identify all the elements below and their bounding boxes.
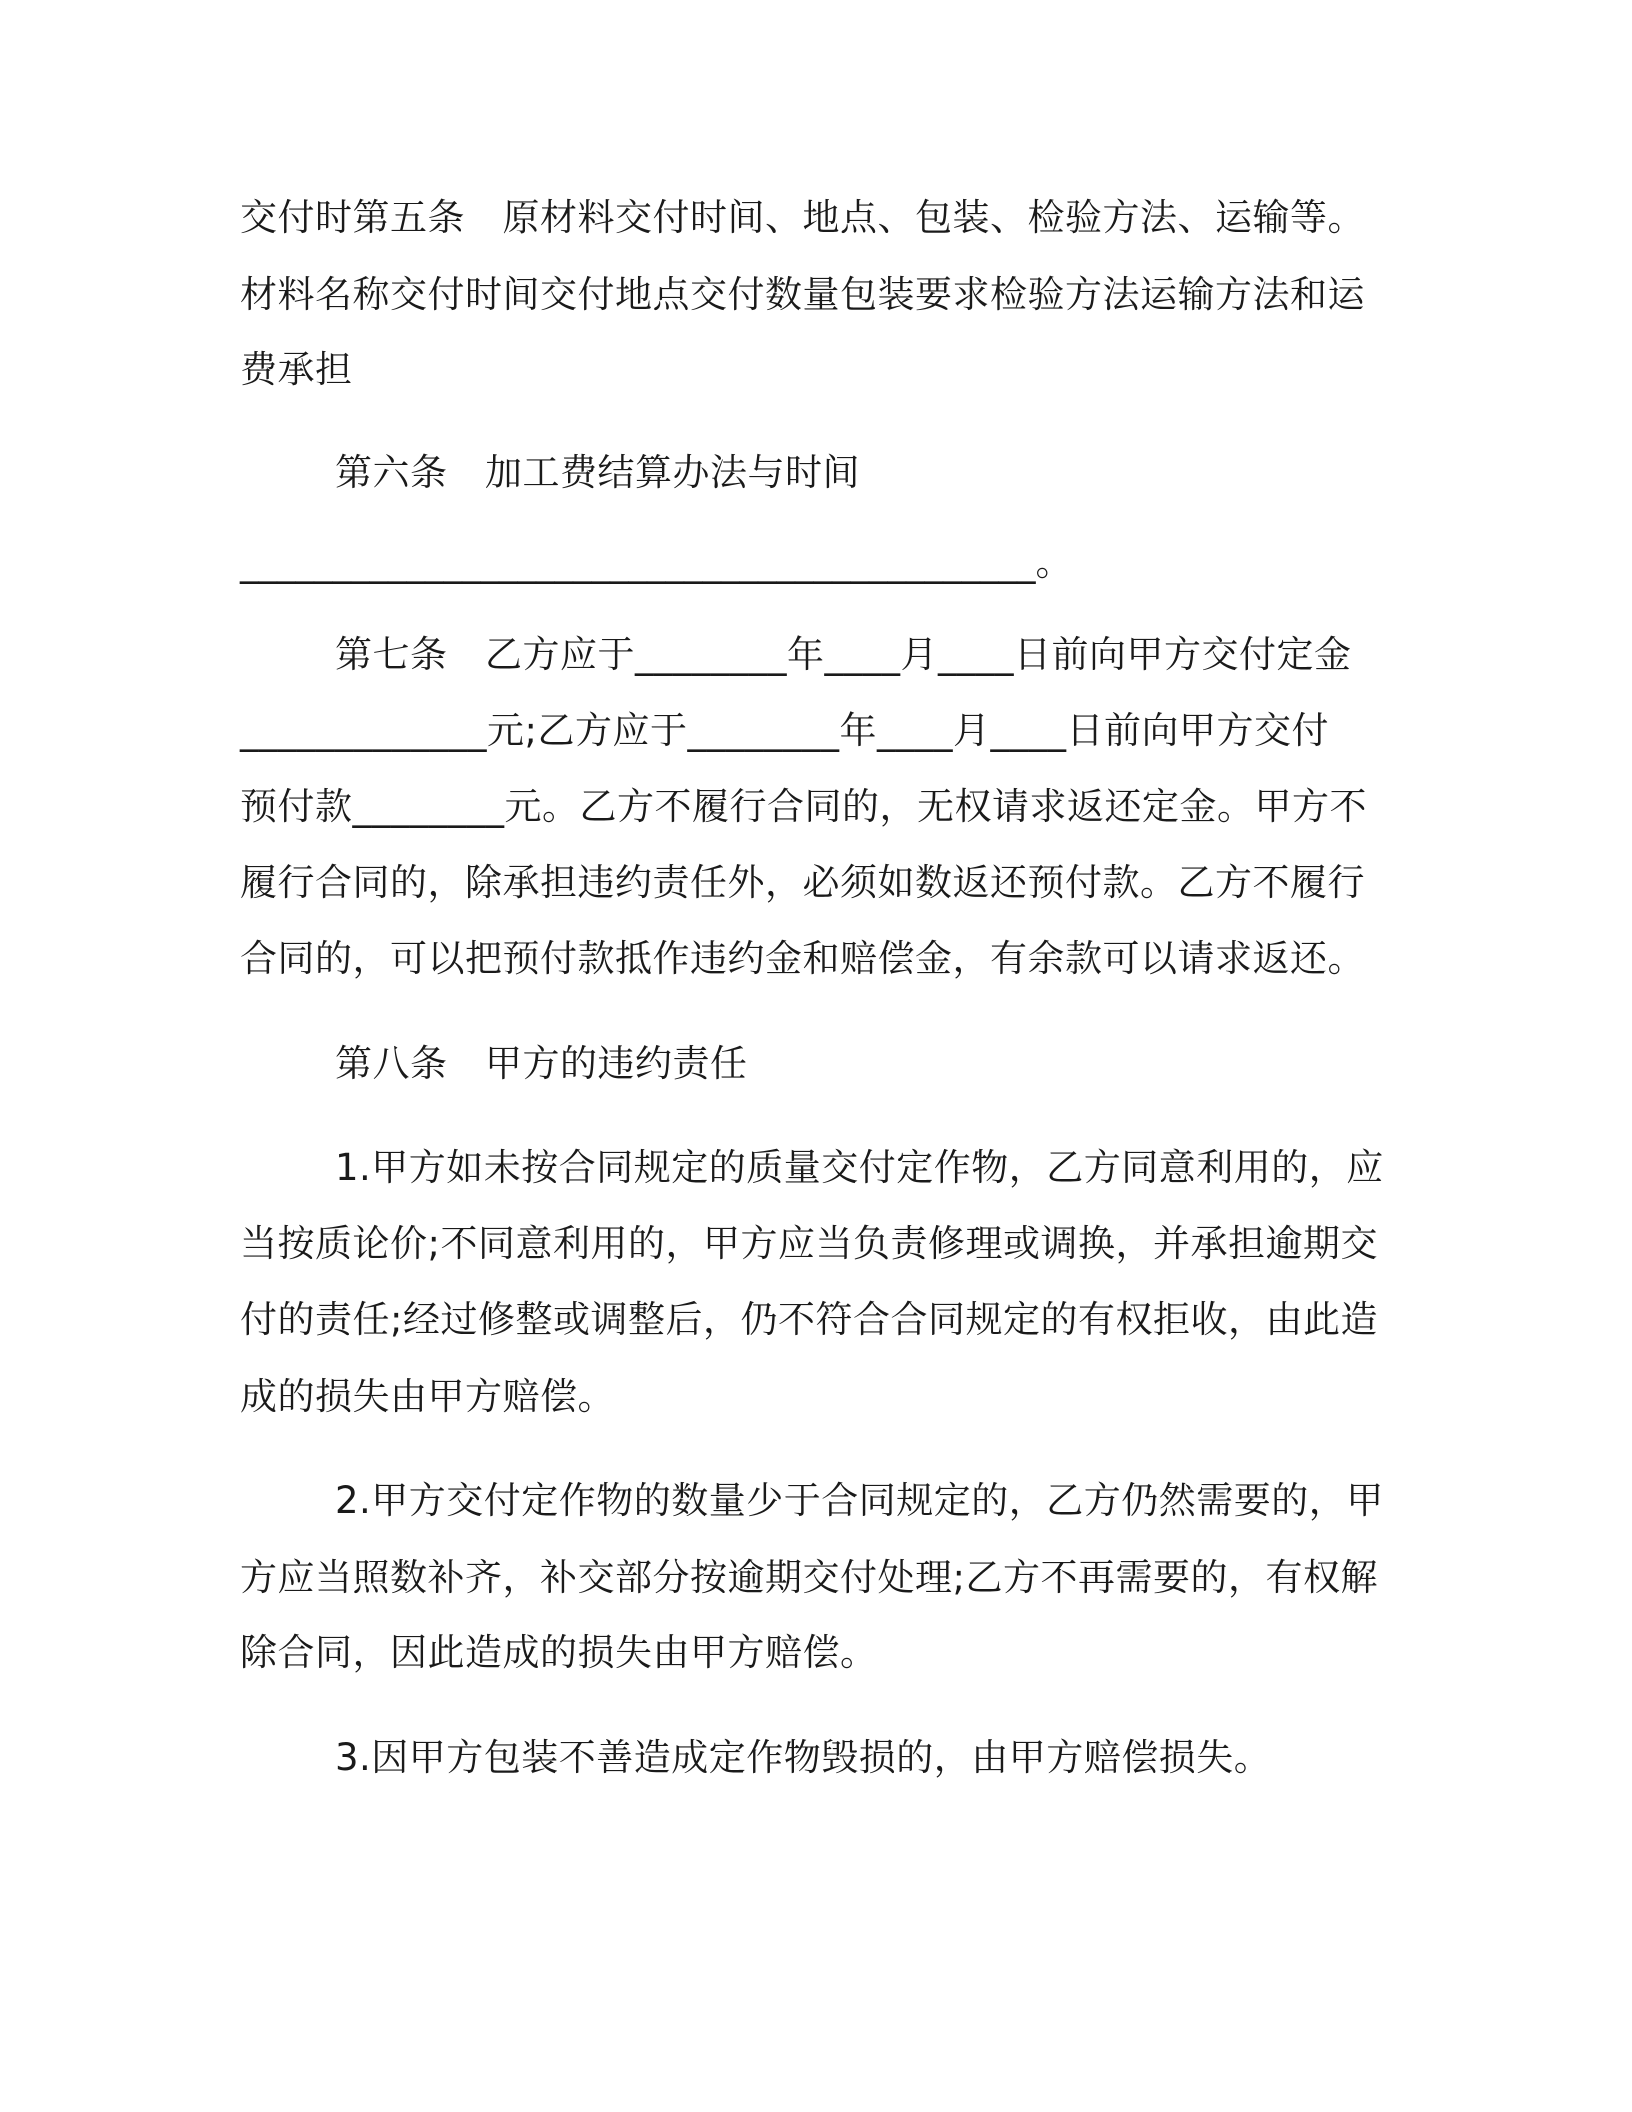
clause-1-line-4: 成的损失由甲方赔偿。 [240, 1375, 615, 1418]
clause-1-line-1: 1.甲方如未按合同规定的质量交付定作物，乙方同意利用的，应 [335, 1146, 1384, 1189]
article-6-heading: 第六条 加工费结算办法与时间 [335, 451, 860, 494]
article-7-line-3: 预付款________元。乙方不履行合同的，无权请求返还定金。甲方不 [240, 785, 1367, 828]
clause-1-line-2: 当按质论价;不同意利用的，甲方应当负责修理或调换，并承担逾期交 [240, 1222, 1378, 1265]
clause-1-line-3: 付的责任;经过修整或调整后，仍不符合合同规定的有权拒收，由此造 [240, 1298, 1378, 1341]
article-7-line-2: _____________元;乙方应于________年____月____日前向甲方交付 [240, 709, 1329, 752]
article-5-line-3: 费承担 [240, 348, 353, 391]
clause-2-line-3: 除合同，因此造成的损失由甲方赔偿。 [240, 1631, 878, 1674]
clause-2-line-2: 方应当照数补齐，补交部分按逾期交付处理;乙方不再需要的，有权解 [240, 1556, 1378, 1599]
article-7-line-5: 合同的，可以把预付款抵作违约金和赔偿金，有余款可以请求返还。 [240, 937, 1365, 980]
article-5-line-2: 材料名称交付时间交付地点交付数量包装要求检验方法运输方法和运 [240, 273, 1365, 316]
clause-2-line-1: 2.甲方交付定作物的数量少于合同规定的，乙方仍然需要的，甲 [335, 1479, 1384, 1522]
article-5-line-1: 交付时第五条 原材料交付时间、地点、包装、检验方法、运输等。 [240, 196, 1365, 239]
article-6-blank-line: ___________________________________________。 [240, 541, 1073, 584]
article-7-line-1: 第七条 乙方应于________年____月____日前向甲方交付定金 [335, 633, 1352, 676]
article-8-heading: 第八条 甲方的违约责任 [335, 1042, 748, 1085]
clause-3-line-1: 3.因甲方包装不善造成定作物毁损的，由甲方赔偿损失。 [335, 1736, 1272, 1779]
article-7-line-4: 履行合同的，除承担违约责任外，必须如数返还预付款。乙方不履行 [240, 861, 1365, 904]
